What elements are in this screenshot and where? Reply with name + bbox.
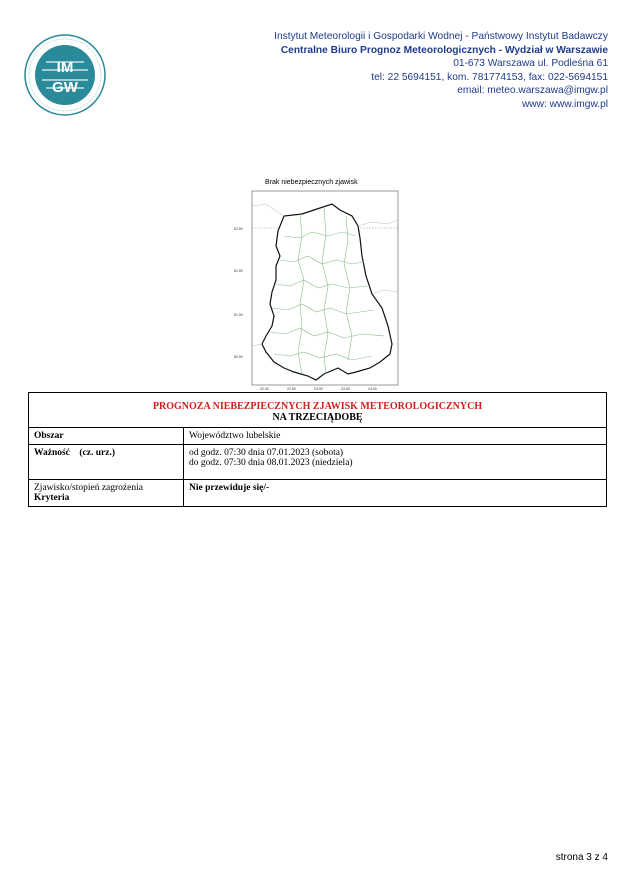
email: email: meteo.warszawa@imgw.pl [457,85,608,97]
forecast-title-line1: PROGNOZA NIEBEZPIECZNYCH ZJAWISK METEOROLOGICZNYCH [152,401,483,412]
map-y-tick: 51.50 [234,269,243,273]
forecast-table [28,392,607,507]
forecast-title-line2: NA TRZECIĄDOBĘ [272,412,363,423]
area-value: Województwo lubelskie [184,428,607,445]
forecast-title [29,393,607,428]
phenomenon-label-line1: Zjawisko/stopień zagrożenia [34,483,143,493]
warning-map [232,176,404,390]
area-label: Obszar [29,428,184,445]
phone: tel: 22 5694151, kom. 781774153, fax: 022-5694151 [371,71,608,83]
institute-name: Instytut Meteorologii i Gospodarki Wodnej - Państwowy Instytut Badawczy [274,31,608,42]
map-x-tick: 23.50 [341,387,350,390]
validity-from: od godz. 07:30 dnia 07.01.2023 (sobota) [189,448,344,458]
validity-to: do godz. 07:30 dnia 08.01.2023 (niedziela) [189,458,353,468]
phenomenon-label-line2: Kryteria [34,493,70,503]
map-y-tick: 50.50 [234,355,243,359]
logo-text-line1: IM [56,59,74,76]
map-y-tick: 52.50 [234,227,243,231]
validity-label [29,445,184,480]
phenomenon-value: Nie przewiduje się/- [184,480,607,507]
website: www: www.imgw.pl [521,98,608,110]
institute-header [274,30,608,112]
phenomenon-label [29,480,184,507]
validity-label-text: Ważność (cz. urz.) [34,448,115,458]
map-x-tick: 23.00 [314,387,323,390]
map-x-tick: 22.50 [287,387,296,390]
map-y-tick: 51.00 [234,313,243,317]
imgw-logo [24,34,106,116]
map-x-tick: 22.00 [260,387,269,390]
office-name: Centralne Biuro Prognoz Meteorologicznych - Wydział w Warszawie [280,44,608,56]
map-x-tick: 24.00 [368,387,377,390]
address: 01-673 Warszawa ul. Podleśna 61 [453,58,608,70]
page-number: strona 3 z 4 [555,852,608,863]
validity-value [184,445,607,480]
map-title: Brak niebezpiecznych zjawisk [265,179,358,186]
logo-text-line2: GW [52,79,78,96]
